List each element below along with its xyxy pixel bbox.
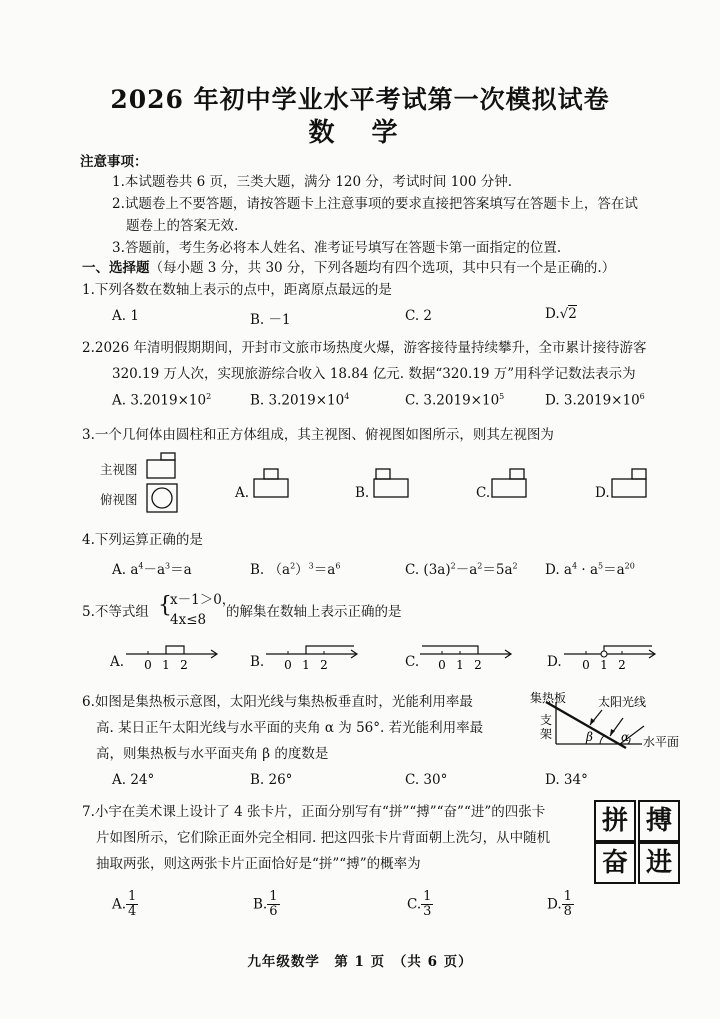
q7-a-label: A. [112, 896, 127, 913]
q4-b-exp: 3 [308, 561, 314, 571]
q1-d-radicand: 2 [568, 306, 577, 322]
q1-option-c: C. 2 [405, 308, 433, 324]
label-support-2: 架 [540, 727, 553, 741]
q7-option-b [253, 890, 280, 920]
numerator: 1 [128, 889, 137, 904]
notes-heading: 注意事项： [80, 154, 148, 170]
tick-label: 2 [618, 658, 626, 672]
q7-d-label: D. [547, 896, 562, 913]
tick-label: 1 [302, 658, 310, 672]
q1-option-a: A. 1 [112, 308, 139, 324]
q2-a-text: A. 3.2019×10 [112, 392, 207, 409]
front-view-square [147, 460, 175, 478]
q4-b-part: ＝a [313, 562, 336, 578]
q5-option-b-label: B. [250, 654, 265, 670]
denominator: 8 [563, 904, 572, 920]
q4-b-exp: 6 [335, 561, 341, 571]
q5-option-c-numberline [416, 638, 516, 674]
q4-a-part: ＝a [170, 562, 192, 578]
q4-stem: 4.下列运算正确的是 [82, 532, 203, 548]
top-view-label: 俯视图 [100, 492, 138, 507]
exam-title: 2026 年初中学业水平考试第一次模拟试卷 [110, 85, 610, 114]
card-pin: 拼 [594, 800, 636, 842]
numerator: 1 [563, 889, 572, 904]
q4-b-part: B. （a [250, 562, 291, 578]
q3-option-d-figure [610, 465, 650, 501]
q6-option-a: A. 24° [112, 772, 155, 788]
q4-d-part: ＝a [603, 562, 625, 578]
sqrt-icon: √ [559, 306, 569, 322]
q7-line-1: 7.小宇在美术课上设计了 4 张卡片，正面分别写有“拼”“搏”“奋”“进”的四张卡 [82, 804, 546, 820]
q4-a-exp: 4 [138, 561, 144, 571]
q2-line-2: 320.19 万人次，实现旅游综合收入 18.84 亿元. 数据“320.19 万”用科学记数法表示为 [112, 366, 636, 382]
q5-option-b-numberline [262, 638, 362, 674]
q4-c-part: －a [455, 562, 478, 578]
label-support-1: 支 [540, 713, 553, 727]
tick-label: 1 [162, 658, 170, 672]
q6-line-3: 高，则集热板与水平面夹角 β 的度数是 [96, 746, 329, 762]
tick-label: 0 [438, 658, 446, 672]
q4-d-part: D. a [545, 562, 572, 578]
q4-a-part: －a [143, 562, 166, 578]
q2-c-exp: 5 [499, 392, 505, 401]
q4-c-exp: 2 [477, 561, 483, 571]
front-view-cylinder [161, 453, 175, 460]
tick-label: 0 [582, 658, 590, 672]
denominator: 6 [269, 904, 278, 920]
q4-option-d [545, 558, 635, 578]
front-view-label: 主视图 [100, 462, 138, 477]
q4-b-part: ） [295, 562, 309, 578]
q3-option-b-figure [372, 465, 412, 501]
tick-label: 2 [474, 658, 482, 672]
q2-a-exp: 2 [206, 392, 212, 401]
q5-stem-prefix: 5.不等式组 [82, 604, 149, 620]
tick-label: 0 [144, 658, 152, 672]
q2-c-text: C. 3.2019×10 [405, 392, 500, 409]
label-ground: 水平面 [643, 735, 680, 749]
label-sunlight: 太阳光线 [598, 695, 647, 709]
numerator: 1 [423, 889, 432, 904]
q3-option-a-figure [252, 465, 292, 501]
q7-line-3: 抽取两张，则这两张卡片正面恰好是“拼”“搏”的概率为 [96, 856, 421, 872]
q1-stem: 1.下列各数在数轴上表示的点中，距离原点最远的是 [82, 282, 392, 298]
q5-option-d-numberline [560, 638, 660, 674]
q7-a-fraction [126, 890, 138, 920]
denominator: 4 [128, 904, 137, 920]
q6-line-1: 6.如图是集热板示意图，太阳光线与集热板垂直时，光能利用率最 [82, 694, 473, 710]
q4-d-exp: 5 [598, 561, 604, 571]
q4-option-a [112, 558, 192, 578]
q6-option-c: C. 30° [405, 772, 448, 788]
q2-option-b [250, 392, 349, 409]
note-1: 1.本试题卷共 6 页，三类大题，满分 120 分，考试时间 100 分钟. [112, 174, 513, 190]
q3-option-a-label: A. [235, 485, 250, 501]
q7-option-c [407, 890, 433, 920]
brace-icon: { [158, 593, 172, 618]
q4-d-part: · a [577, 562, 599, 578]
q6-solar-panel-figure [528, 688, 688, 754]
q6-option-d: D. 34° [545, 772, 588, 788]
q7-option-a [112, 890, 138, 920]
q3-option-d-label: D. [595, 485, 610, 501]
q7-d-fraction [562, 890, 574, 920]
section-title: 一、选择题 [82, 260, 150, 276]
q2-d-text: D. 3.2019×10 [545, 392, 640, 409]
note-2: 2.试题卷上不要答题，请按答题卡上注意事项的要求直接把答案填写在答题卡上，答在试 [112, 196, 638, 212]
tick-label: 0 [284, 658, 292, 672]
q5-stem-suffix: 的解集在数轴上表示正确的是 [226, 604, 402, 620]
q3-option-c-label: C. [476, 485, 491, 501]
denominator: 3 [423, 904, 432, 920]
card-fen: 奋 [594, 842, 636, 884]
q5-option-a-label: A. [110, 654, 125, 670]
q4-a-part: A. a [112, 562, 139, 578]
q2-line-1: 2.2026 年清明假期期间，开封市文旅市场热度火爆，游客接待量持续攀升，全市累计接待游客 [82, 340, 647, 356]
q4-a-exp: 3 [165, 561, 171, 571]
card-jin: 进 [638, 842, 680, 884]
q4-option-b [250, 558, 340, 578]
q7-option-d [547, 890, 574, 920]
q5-option-d-label: D. [547, 654, 562, 670]
q1-option-b: B. －1 [250, 312, 291, 328]
tick-label: 1 [456, 658, 464, 672]
q7-c-label: C. [407, 896, 422, 913]
label-beta: β [586, 730, 593, 744]
q4-b-exp: 2 [290, 561, 296, 571]
label-alpha: α [621, 730, 630, 744]
q5-inequality-2: 4x≤8 [170, 612, 207, 628]
top-view-circle [152, 488, 172, 508]
q2-b-text: B. 3.2019×10 [250, 392, 345, 409]
q2-option-a [112, 392, 211, 409]
q4-c-part: C. (3a) [405, 562, 451, 578]
q1-option-d [545, 306, 577, 322]
q3-option-b-label: B. [355, 485, 370, 501]
q7-c-fraction [421, 890, 433, 920]
tick-label: 1 [600, 658, 608, 672]
numerator: 1 [269, 889, 278, 904]
q1-d-label: D. [545, 306, 560, 322]
q2-option-d [545, 392, 645, 409]
subject-title: 数 学 [308, 118, 412, 148]
q5-option-c-label: C. [405, 654, 420, 670]
note-3: 3.答题前，考生务必将本人姓名、准考证号填写在答题卡第一面指定的位置. [112, 240, 562, 256]
q2-d-exp: 6 [639, 392, 645, 401]
q5-inequality-1: x－1＞0， [170, 592, 236, 608]
q2-b-exp: 4 [344, 392, 350, 401]
q5-option-a-numberline [122, 638, 222, 674]
q7-line-2: 片如图所示，它们除正面外完全相同. 把这四张卡片背面朝上洗匀，从中随机 [96, 830, 551, 846]
q3-stem: 3.一个几何体由圆柱和正方体组成，其主视图、俯视图如图所示，则其左视图为 [82, 427, 554, 443]
card-bo: 搏 [638, 800, 680, 842]
q6-line-2: 高. 某日正午太阳光线与水平面的夹角 α 为 56°. 若光能利用率最 [96, 720, 484, 736]
q2-option-c [405, 392, 504, 409]
page-footer: 九年级数学 第 1 页 （共 6 页） [247, 954, 473, 970]
q4-c-exp: 2 [512, 561, 518, 571]
q4-c-part: ＝5a [482, 562, 513, 578]
label-panel: 集热板 [530, 691, 567, 705]
q7-b-label: B. [253, 896, 268, 913]
q4-option-c [405, 558, 518, 578]
q3-option-c-figure [490, 465, 530, 501]
q7-b-fraction [267, 890, 279, 920]
q6-option-b: B. 26° [250, 772, 293, 788]
q3-given-views-figure [140, 450, 190, 516]
tick-label: 2 [180, 658, 188, 672]
q4-d-exp: 20 [624, 561, 635, 571]
note-2-cont: 题卷上的答案无效. [126, 218, 239, 234]
q4-c-exp: 2 [450, 561, 456, 571]
tick-label: 2 [320, 658, 328, 672]
section-heading [82, 256, 615, 276]
section-desc: （每小题 3 分，共 30 分，下列各题均有四个选项，其中只有一个是正确的.） [149, 260, 616, 276]
q4-d-exp: 4 [571, 561, 578, 571]
